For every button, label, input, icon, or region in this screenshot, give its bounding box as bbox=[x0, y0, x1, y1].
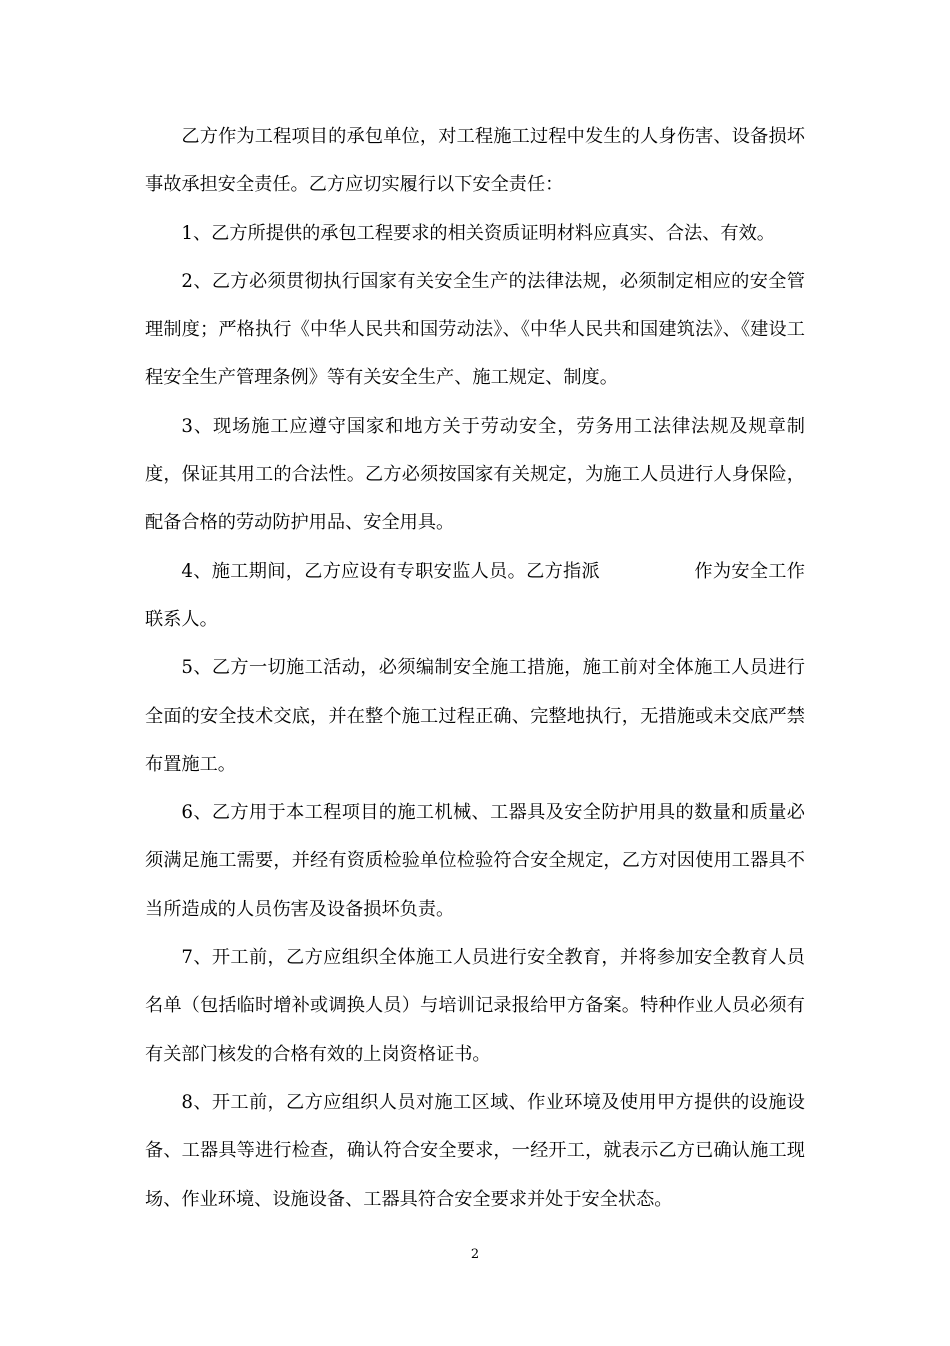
clause-8: 8、开工前，乙方应组织人员对施工区域、作业环境及使用甲方提供的设施设备、工器具等进行检查，确认符合安全要求，一经开工，就表示乙方已确认施工现场、作业环境、设施设备、工器具符合安全要求并处于安全状态。 bbox=[145, 1091, 805, 1210]
clause-5: 5、乙方一切施工活动，必须编制安全施工措施，施工前对全体施工人员进行全面的安全技术交底，并在整个施工过程正确、完整地执行，无措施或未交底严禁布置施工。 bbox=[145, 657, 805, 775]
intro-paragraph: 乙方作为工程项目的承包单位，对工程施工过程中发生的人身伤害、设备损坏事故承担安全责任。乙方应切实履行以下安全责任： bbox=[145, 126, 805, 196]
clause-1: 1、乙方所提供的承包工程要求的相关资质证明材料应真实、合法、有效。 bbox=[181, 222, 775, 244]
clause-4-text-after: 作为安全工作联系人。 bbox=[145, 560, 805, 630]
page-number: 2 bbox=[470, 1247, 480, 1262]
clause-7: 7、开工前，乙方应组织全体施工人员进行安全教育，并将参加安全教育人员名单（包括临时增补或调换人员）与培训记录报给甲方备案。特种作业人员必须有有关部门核发的合格有效的上岗资格证书。 bbox=[145, 947, 805, 1065]
clause-2: 2、乙方必须贯彻执行国家有关安全生产的法律法规，必须制定相应的安全管理制度；严格执行《中华人民共和国劳动法》、《中华人民共和国建筑法》、《建设工程安全生产管理条例》等有关安全生产、施工规定、制度。 bbox=[145, 270, 805, 389]
clause-6: 6、乙方用于本工程项目的施工机械、工器具及安全防护用具的数量和质量必须满足施工需要，并经有资质检验单位检验符合安全规定，乙方对因使用工器具不当所造成的人员伤害及设备损坏负责。 bbox=[145, 802, 805, 920]
clause-3: 3、现场施工应遵守国家和地方关于劳动安全，劳务用工法律法规及规章制度，保证其用工的合法性。乙方必须按国家有关规定，为施工人员进行人身保险，配备合格的劳动防护用品、安全用具。 bbox=[145, 415, 805, 534]
document-body bbox=[145, 113, 805, 1224]
clause-4 bbox=[145, 548, 805, 645]
clause-4-text-before: 4、施工期间，乙方应设有专职安监人员。乙方指派 bbox=[181, 560, 601, 582]
